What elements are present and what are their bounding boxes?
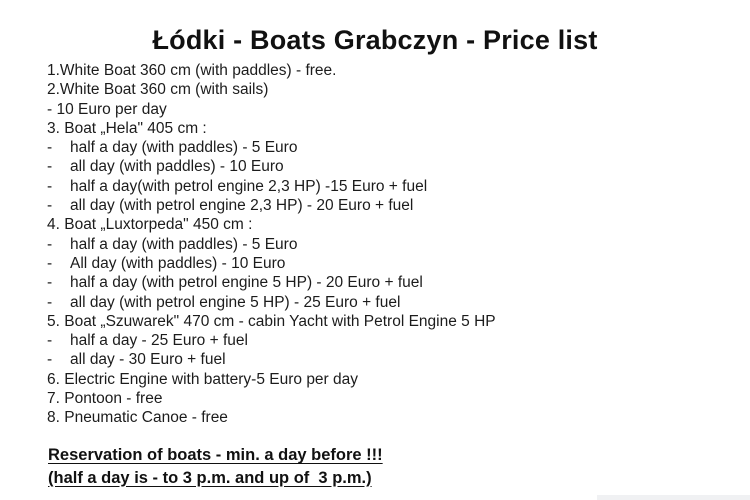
list-item-text: all day (with petrol engine 5 HP) - 25 Euro + fuel [70, 293, 401, 311]
reservation-line-2: (half a day is - to 3 p.m. and up of 3 p.m.) [48, 468, 372, 487]
list-item [45, 350, 705, 369]
list-item-text: half a day(with petrol engine 2,3 HP) -15 Euro + fuel [70, 177, 428, 195]
reservation-note [48, 444, 383, 489]
reservation-line-1: Reservation of boats - min. a day before !!! [48, 446, 383, 464]
list-item-text: all day - 30 Euro + fuel [70, 351, 226, 369]
dash-bullet: - [47, 274, 53, 292]
list-item [45, 157, 705, 176]
list-item-text: half a day - 25 Euro + fuel [70, 332, 248, 350]
list-item-text: all day (with paddles) - 10 Euro [70, 158, 284, 176]
list-item [45, 177, 705, 196]
list-item: 5. Boat „Szuwarek" 470 cm - cabin Yacht with Petrol Engine 5 HP [47, 312, 496, 330]
list-item [45, 273, 705, 292]
list-item: 2.White Boat 360 cm (with sails) [47, 81, 269, 99]
page-title: Łódki - Boats Grabczyn - Price list [152, 25, 598, 55]
list-item-text: All day (with paddles) - 10 Euro [70, 254, 286, 272]
dash-bullet: - [47, 139, 53, 157]
list-item: 6. Electric Engine with battery-5 Euro per day [47, 370, 359, 388]
dash-bullet: - [47, 197, 53, 215]
list-item-text: half a day (with paddles) - 5 Euro [70, 235, 298, 253]
dash-bullet: - [47, 293, 53, 311]
dash-bullet: - [47, 235, 53, 253]
bottom-right-strip [597, 495, 750, 500]
list-item-text: half a day (with petrol engine 5 HP) - 20 Euro + fuel [70, 274, 423, 292]
dash-bullet: - [47, 351, 53, 369]
list-item [45, 254, 705, 273]
list-item: 3. Boat „Hela" 405 cm : [47, 119, 207, 137]
list-item [45, 196, 705, 215]
list-item [45, 331, 705, 350]
list-item [45, 235, 705, 254]
price-list [45, 61, 705, 428]
dash-bullet: - [47, 254, 53, 272]
list-item: 8. Pneumatic Canoe - free [47, 409, 228, 427]
list-item: - 10 Euro per day [47, 100, 167, 118]
list-item [45, 138, 705, 157]
list-item: 1.White Boat 360 cm (with paddles) - free. [47, 62, 337, 79]
dash-bullet: - [47, 332, 53, 350]
dash-bullet: - [47, 158, 53, 176]
list-item-text: all day (with petrol engine 2,3 HP) - 20 Euro + fuel [70, 197, 414, 215]
list-item: 4. Boat „Luxtorpeda" 450 cm : [47, 216, 253, 234]
dash-bullet: - [47, 177, 53, 195]
list-item-text: half a day (with paddles) - 5 Euro [70, 139, 298, 157]
list-item [45, 293, 705, 312]
list-item: 7. Pontoon - free [47, 390, 163, 408]
